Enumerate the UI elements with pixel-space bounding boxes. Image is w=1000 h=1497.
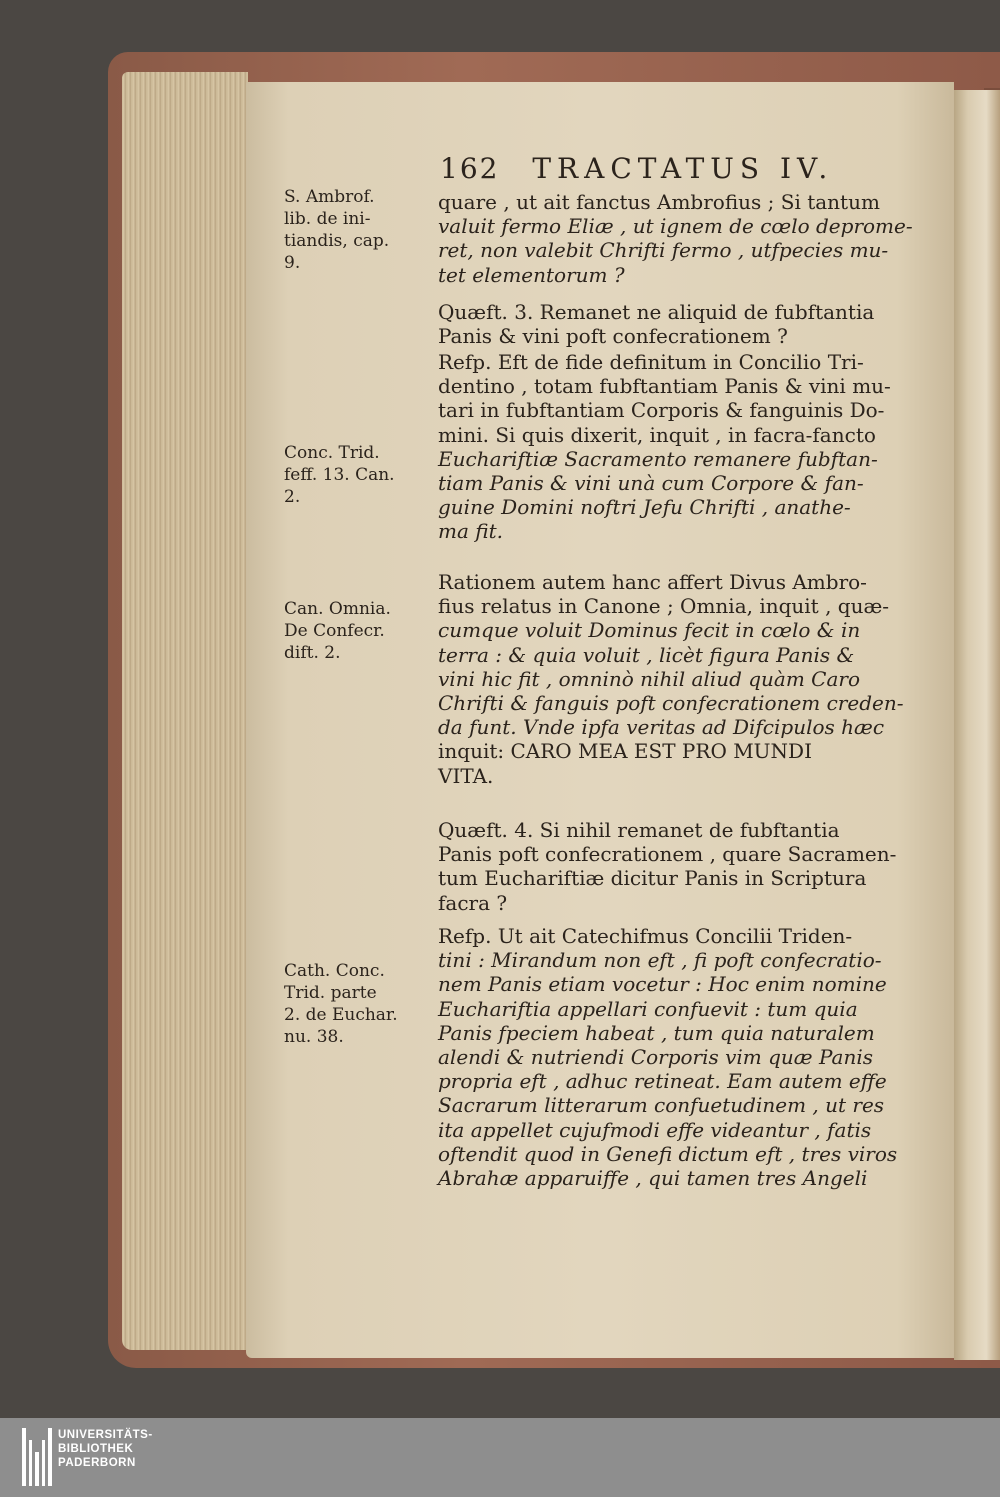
text-line: vini hic fit , omninò nihil aliud quàm Caro bbox=[438, 666, 861, 691]
paragraph bbox=[438, 924, 902, 1190]
margin-note-line: 2. bbox=[284, 487, 301, 507]
text-line: tini : Mirandum non eft , fi poft confecratio- bbox=[438, 948, 882, 973]
text-line: dentino , totam fubftantiam Panis & vini mu- bbox=[438, 374, 891, 399]
text-line: terra : & quia voluit , licèt figura Panis & bbox=[438, 642, 855, 667]
margin-note-line: De Confecr. bbox=[284, 621, 385, 641]
margin-note-line: S. Ambrof. bbox=[284, 187, 375, 207]
text-line: Chrifti & fanguis poft confecrationem creden- bbox=[438, 691, 904, 716]
text-line: Panis fpeciem habeat , tum quia naturalem bbox=[438, 1020, 875, 1045]
page-number: 162 bbox=[440, 152, 500, 185]
text-line: Abrahæ apparuiffe , qui tamen tres Angeli bbox=[438, 1166, 868, 1191]
text-line: Quæft. 4. Si nihil remanet de fubftantia bbox=[438, 818, 840, 842]
text-line: Refp. Ut ait Catechifmus Concilii Triden- bbox=[438, 924, 853, 948]
page-edges bbox=[122, 72, 248, 1350]
text-line: Panis & vini poft confecrationem ? bbox=[438, 324, 788, 349]
paragraph bbox=[438, 190, 913, 287]
text-line: fius relatus in Canone ; Omnia, inquit , quæ- bbox=[438, 594, 890, 619]
library-logo-icon bbox=[22, 1428, 52, 1486]
logo-line: PADERBORN bbox=[58, 1457, 136, 1469]
text-line: alendi & nutriendi Corporis vim quæ Panis bbox=[438, 1045, 873, 1070]
text-line: tiam Panis & vini unà cum Corpore & fan- bbox=[438, 471, 864, 496]
library-logo-text bbox=[58, 1428, 153, 1470]
margin-note-line: 2. de Euchar. bbox=[284, 1005, 398, 1025]
text-line: mini. Si quis dixerit, inquit , in facra-fancto bbox=[438, 422, 876, 447]
text-line: ma fit. bbox=[438, 519, 503, 544]
text-line: tari in fubftantiam Corporis & fanguinis Do- bbox=[438, 398, 885, 423]
logo-line: BIBLIOTHEK bbox=[58, 1443, 134, 1455]
margin-note-line: Conc. Trid. bbox=[284, 443, 380, 463]
text-line: da funt. Vnde ipfa veritas ad Difcipulos hæc bbox=[438, 715, 885, 740]
margin-note-line: 9. bbox=[284, 253, 301, 273]
text-line: facra ? bbox=[438, 890, 508, 915]
text-line: nem Panis etiam vocetur : Hoc enim nomine bbox=[438, 972, 887, 997]
text-line: tet elementorum ? bbox=[438, 262, 625, 287]
text-line: propria eft , adhuc retineat. Eam autem effe bbox=[438, 1069, 887, 1094]
text-line: quare , ut ait fanctus Ambrofius ; Si tantum bbox=[438, 190, 880, 214]
margin-note-line: tiandis, cap. bbox=[284, 231, 390, 251]
margin-note bbox=[284, 442, 434, 508]
text-line: inquit: CARO MEA EST PRO MUNDI bbox=[438, 739, 812, 764]
margin-note-line: Trid. parte bbox=[284, 983, 377, 1003]
right-page-edge bbox=[954, 90, 1000, 1360]
text-line: Refp. Eft de fide definitum in Concilio Tri- bbox=[438, 350, 864, 374]
margin-note-line: dift. 2. bbox=[284, 643, 341, 663]
margin-note-line: feff. 13. Can. bbox=[284, 465, 395, 485]
text-line: Rationem autem hanc affert Divus Ambro- bbox=[438, 570, 867, 594]
text-line: Quæft. 3. Remanet ne aliquid de fubftantia bbox=[438, 300, 875, 324]
paragraph bbox=[438, 350, 902, 544]
text-line: Euchariftiæ Sacramento remanere fubftan- bbox=[438, 446, 878, 471]
text-line: Sacrarum litterarum confuetudinem , ut res bbox=[438, 1093, 885, 1118]
margin-note bbox=[284, 186, 434, 274]
text-line: ita appellet cujufmodi effe videantur , fatis bbox=[438, 1117, 872, 1142]
margin-note bbox=[284, 598, 434, 664]
running-head bbox=[440, 152, 920, 192]
running-title: TRACTATUS IV. bbox=[532, 152, 834, 185]
text-line: VITA. bbox=[438, 763, 494, 788]
margin-note-line: Can. Omnia. bbox=[284, 599, 391, 619]
paragraph bbox=[438, 570, 902, 788]
text-line: Panis poft confecrationem , quare Sacramen- bbox=[438, 842, 897, 867]
text-line: ret, non valebit Chrifti fermo , utfpecies mu- bbox=[438, 238, 889, 263]
paragraph bbox=[438, 818, 902, 915]
logo-line: UNIVERSITÄTS- bbox=[58, 1429, 153, 1441]
text-line: Euchariftia appellari confuevit : tum quia bbox=[438, 996, 858, 1021]
text-line: tum Euchariftiæ dicitur Panis in Scriptura bbox=[438, 866, 867, 891]
paragraph bbox=[438, 300, 902, 348]
margin-note-line: lib. de ini- bbox=[284, 209, 371, 229]
margin-note bbox=[284, 960, 434, 1048]
margin-note-line: Cath. Conc. bbox=[284, 961, 385, 981]
text-line: oftendit quod in Genefi dictum eft , tres viros bbox=[438, 1141, 898, 1166]
text-line: valuit fermo Eliæ , ut ignem de cœlo deprome- bbox=[438, 214, 913, 239]
margin-note-line: nu. 38. bbox=[284, 1027, 344, 1047]
text-line: cumque voluit Dominus fecit in cœlo & in bbox=[438, 618, 861, 643]
text-line: guine Domini noftri Jefu Chrifti , anathe- bbox=[438, 495, 851, 520]
